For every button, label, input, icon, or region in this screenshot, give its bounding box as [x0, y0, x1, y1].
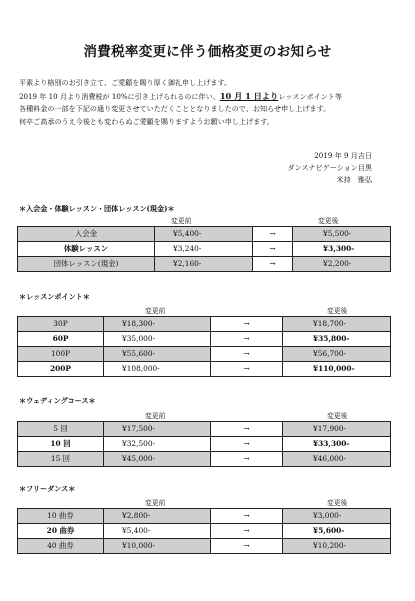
price-before: ¥55,600- — [104, 347, 211, 362]
price-after: ¥35,800- — [283, 332, 391, 347]
arrow-icon: → — [211, 332, 283, 347]
price-after: ¥3,300- — [293, 242, 391, 257]
sign-company: ダンスナビゲーション目黒 — [287, 163, 372, 172]
item-name: 10 曲券 — [18, 509, 104, 524]
item-name: 15 回 — [18, 452, 104, 467]
table-row — [18, 362, 391, 377]
arrow-icon: → — [211, 437, 283, 452]
intro-line-2 — [19, 90, 409, 104]
intro-paragraph — [19, 77, 409, 128]
price-table-wedding — [17, 421, 391, 467]
price-after: ¥5,500- — [293, 227, 391, 242]
item-name: 60P — [18, 332, 104, 347]
arrow-icon: → — [253, 227, 293, 242]
intro-line-2-post: レッスンポイント等 — [278, 91, 343, 101]
arrow-icon: → — [211, 362, 283, 377]
header-after: 変更後 — [327, 499, 348, 507]
sign-person: 米持 雅弘 — [336, 175, 372, 184]
table-row — [18, 317, 391, 332]
price-before: ¥45,000- — [104, 452, 211, 467]
price-table-lesson-points — [17, 316, 391, 377]
intro-line-2-pre: 2019 年 10 月より消費税が 10%に引き上げられるのに伴い、 — [19, 91, 220, 101]
arrow-icon: → — [211, 539, 283, 554]
price-after: ¥2,200- — [293, 257, 391, 272]
item-name: 5 回 — [18, 422, 104, 437]
header-before: 変更前 — [145, 412, 166, 420]
table-row — [18, 347, 391, 362]
item-name: 30P — [18, 317, 104, 332]
header-after: 変更後 — [318, 217, 339, 225]
table-row — [18, 242, 391, 257]
table-row — [18, 539, 391, 554]
price-after: ¥3,000- — [283, 509, 391, 524]
price-before: ¥32,500- — [104, 437, 211, 452]
price-before: ¥2,160- — [155, 257, 253, 272]
arrow-icon: → — [211, 509, 283, 524]
page-title: 消費税率変更に伴う価格変更のお知らせ — [83, 44, 332, 60]
intro-line-1: 平素より格別のお引き立て、ご愛顧を賜り厚く御礼申し上げます。 — [19, 78, 232, 87]
item-name: 100P — [18, 347, 104, 362]
price-after: ¥17,900- — [283, 422, 391, 437]
item-name: 200P — [18, 362, 104, 377]
price-after: ¥33,300- — [283, 437, 391, 452]
intro-line-4: 何卒ご高承のうえ今後とも変わらぬご愛顧を賜りますようお願い申し上げます。 — [19, 116, 274, 126]
table-row — [18, 452, 391, 467]
price-table-admission — [17, 226, 391, 272]
price-after: ¥18,700- — [283, 317, 391, 332]
table-row — [18, 524, 391, 539]
item-name: 体験レッスン — [18, 242, 155, 257]
intro-line-3: 各種料金の一部を下記の通り変更させていただくこととなりましたので、お知らせ申し上げます。 — [19, 104, 331, 114]
table-row — [18, 509, 391, 524]
header-after: 変更後 — [327, 412, 348, 420]
price-before: ¥10,000- — [104, 539, 211, 554]
arrow-icon: → — [211, 347, 283, 362]
price-after: ¥56,700- — [283, 347, 391, 362]
table-row — [18, 332, 391, 347]
price-after: ¥5,600- — [283, 524, 391, 539]
price-before: ¥108,000- — [104, 362, 211, 377]
arrow-icon: → — [253, 242, 293, 257]
section-title-admission: ＊入会金・体験レッスン・団体レッスン(現金)＊ — [19, 204, 175, 213]
item-name: 20 曲券 — [18, 524, 104, 539]
arrow-icon: → — [211, 452, 283, 467]
price-table-free-dance — [17, 508, 391, 554]
arrow-icon: → — [211, 317, 283, 332]
section-title-lesson-points: ＊レッスンポイント＊ — [19, 292, 90, 301]
section-title-free-dance: ＊フリーダンス＊ — [19, 484, 76, 493]
arrow-icon: → — [253, 257, 293, 272]
item-name: 団体レッスン(現金) — [18, 257, 155, 272]
header-before: 変更前 — [171, 217, 192, 225]
price-after: ¥110,000- — [283, 362, 391, 377]
effective-date-emphasis: 10 月 1 日より — [219, 90, 279, 101]
price-before: ¥3,240- — [155, 242, 253, 257]
header-before: 変更前 — [145, 499, 166, 507]
arrow-icon: → — [211, 524, 283, 539]
arrow-icon: → — [211, 422, 283, 437]
item-name: 10 回 — [18, 437, 104, 452]
table-row — [18, 437, 391, 452]
header-after: 変更後 — [327, 307, 348, 315]
price-before: ¥17,500- — [104, 422, 211, 437]
header-before: 変更前 — [145, 307, 166, 315]
item-name: 入会金 — [18, 227, 155, 242]
sign-date: 2019 年 9 月吉日 — [314, 151, 372, 160]
table-row — [18, 422, 391, 437]
price-after: ¥46,000- — [283, 452, 391, 467]
section-title-wedding: ＊ウェディングコース＊ — [19, 396, 96, 405]
price-before: ¥35,000- — [104, 332, 211, 347]
table-row — [18, 227, 391, 242]
price-before: ¥2,800- — [104, 509, 211, 524]
table-row — [18, 257, 391, 272]
price-before: ¥18,300- — [104, 317, 211, 332]
item-name: 40 曲券 — [18, 539, 104, 554]
price-before: ¥5,400- — [104, 524, 211, 539]
price-before: ¥5,400- — [155, 227, 253, 242]
price-after: ¥10,200- — [283, 539, 391, 554]
